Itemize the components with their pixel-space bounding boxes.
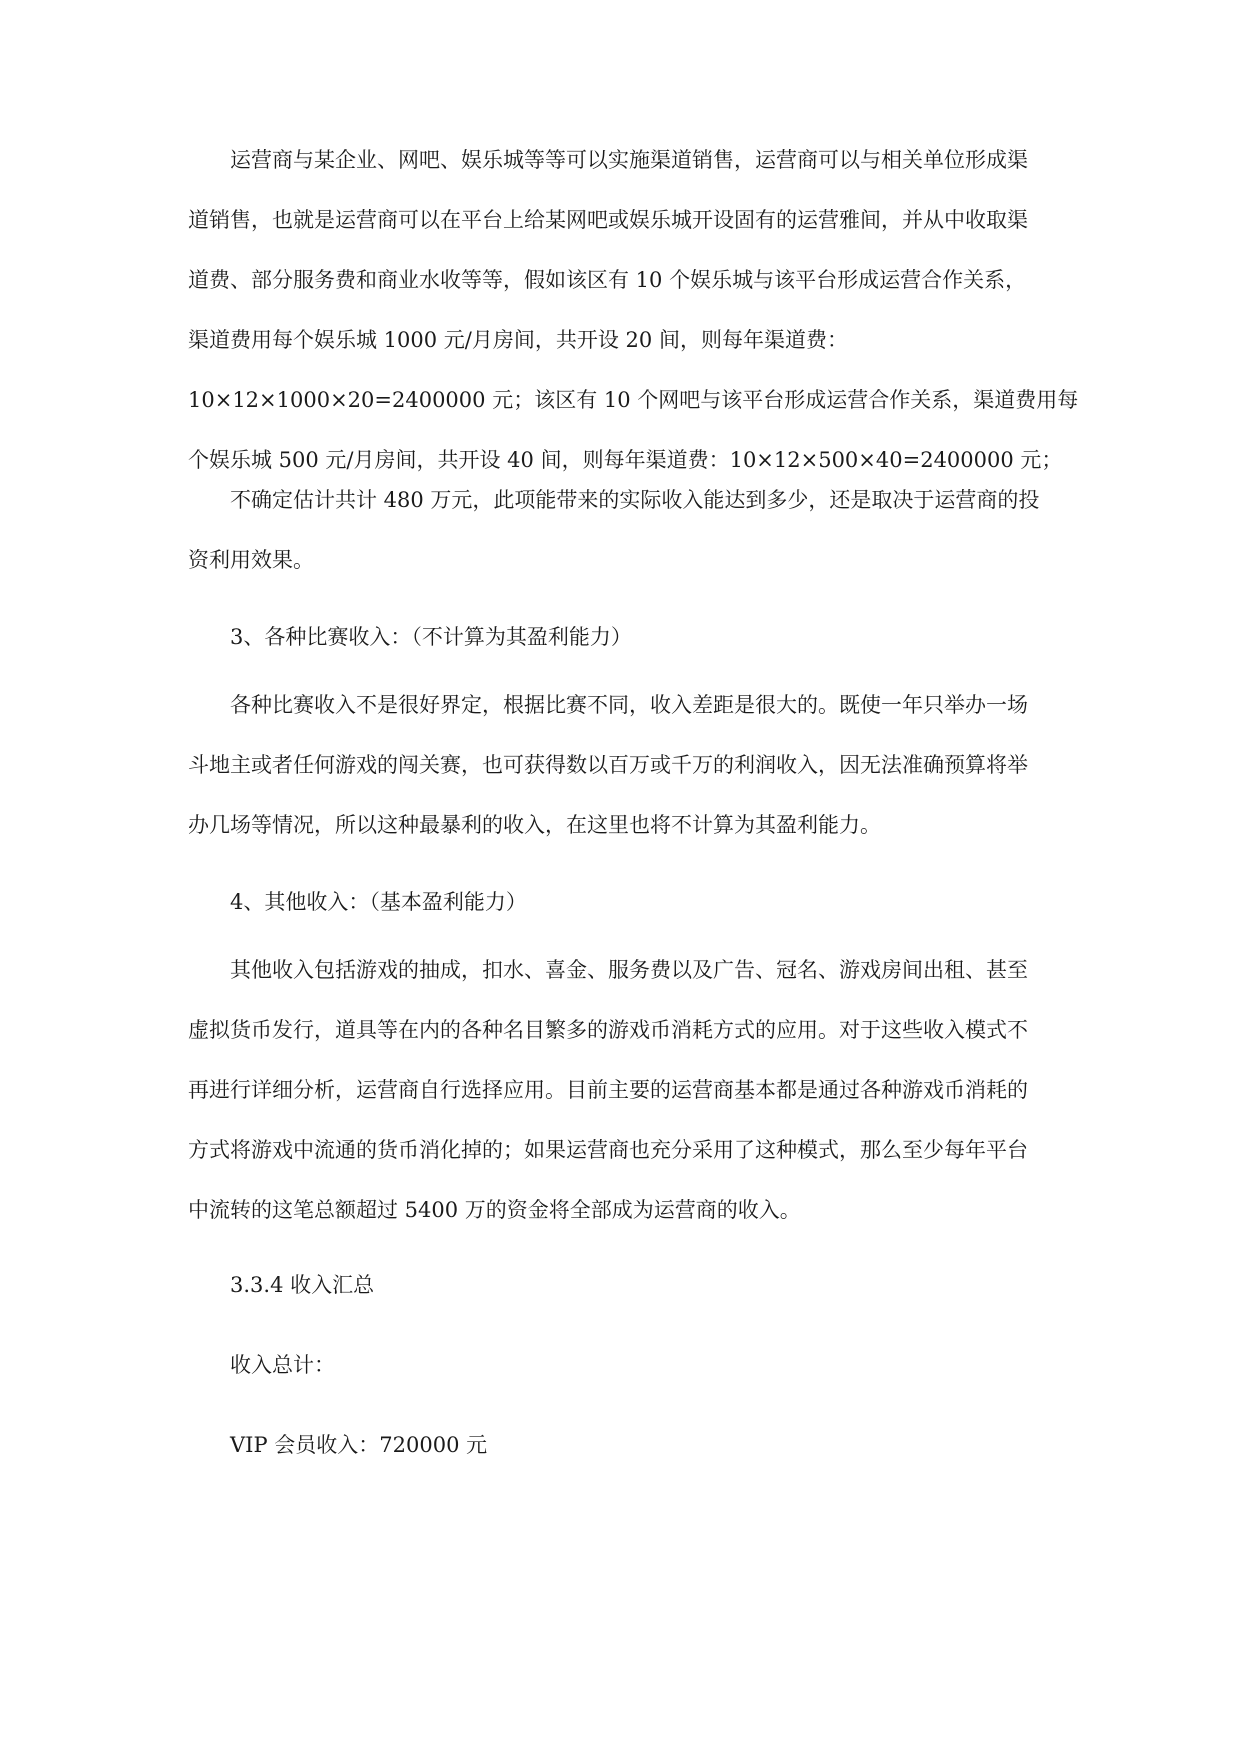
text-line: 10×12×1000×20=2400000 元；该区有 10 个网吧与该平台形成运营合作关系，渠道费用每 (188, 388, 1079, 412)
heading-other-income: 4、其他收入：（基本盈利能力） (230, 890, 527, 914)
paragraph-uncertain-estimate (188, 470, 1054, 590)
text-line: 斗地主或者任何游戏的闯关赛，也可获得数以百万或千万的利润收入，因无法准确预算将举 (188, 753, 1028, 777)
text-line: 虚拟货币发行，道具等在内的各种名目繁多的游戏币消耗方式的应用。对于这些收入模式不 (188, 1018, 1028, 1042)
text-line: 方式将游戏中流通的货币消化掉的；如果运营商也充分采用了这种模式，那么至少每年平台 (188, 1138, 1028, 1162)
text-line: 办几场等情况，所以这种最暴利的收入，在这里也将不计算为其盈利能力。 (188, 813, 881, 837)
paragraph-channel-sales (188, 130, 1079, 490)
text-line: 运营商与某企业、网吧、娱乐城等等可以实施渠道销售，运营商可以与相关单位形成渠 (230, 148, 1028, 172)
paragraph-other-income (188, 940, 1054, 1240)
heading-competition-income: 3、各种比赛收入：（不计算为其盈利能力） (230, 625, 632, 649)
text-line: 不确定估计共计 480 万元，此项能带来的实际收入能达到多少，还是取决于运营商的投 (230, 488, 1040, 512)
text-line: 其他收入包括游戏的抽成，扣水、喜金、服务费以及广告、冠名、游戏房间出租、甚至 (230, 958, 1028, 982)
label-income-total: 收入总计： (230, 1353, 335, 1377)
text-line: 个娱乐城 500 元/月房间，共开设 40 间，则每年渠道费：10×12×500×40=2400000 元； (188, 448, 1063, 472)
text-line: 资利用效果。 (188, 548, 314, 572)
text-line: 各种比赛收入不是很好界定，根据比赛不同，收入差距是很大的。既使一年只举办一场 (230, 693, 1028, 717)
text-line: 中流转的这笔总额超过 5400 万的资金将全部成为运营商的收入。 (188, 1198, 801, 1222)
text-line: 道销售，也就是运营商可以在平台上给某网吧或娱乐城开设固有的运营雅间，并从中收取渠 (188, 208, 1028, 232)
text-line: 渠道费用每个娱乐城 1000 元/月房间，共开设 20 间，则每年渠道费： (188, 328, 848, 352)
label-vip-income: VIP 会员收入：720000 元 (230, 1433, 488, 1457)
paragraph-competition-income (188, 675, 1054, 855)
text-line: 再进行详细分析，运营商自行选择应用。目前主要的运营商基本都是通过各种游戏币消耗的 (188, 1078, 1028, 1102)
heading-section-3-3-4: 3.3.4 收入汇总 (230, 1273, 375, 1297)
text-line: 道费、部分服务费和商业水收等等，假如该区有 10 个娱乐城与该平台形成运营合作关系， (188, 268, 1027, 292)
